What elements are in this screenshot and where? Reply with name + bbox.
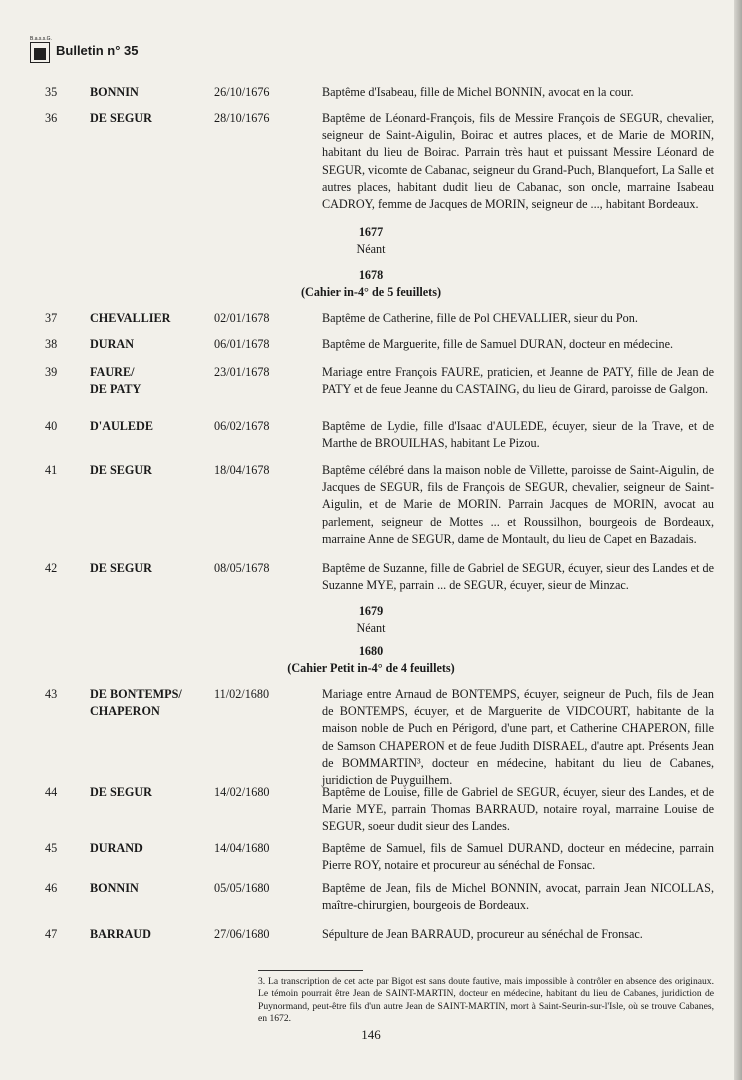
year-heading <box>0 224 742 258</box>
entry-name: CHEVALLIER <box>90 311 171 325</box>
entry-text: Baptême de Léonard-François, fils de Messire François de SEGUR, chevalier, seigneur de Saint-Aigulin, Boirac et autres places, et de Marie de MORIN, habitant du lieu de Boirac. Parrain très haut et puissant Messire Léonard de SEGUR, vicomte de Cabanac, seigneur du Grand-Puch, Blanquefort, La Salle et autres places, habitant dudit lieu de Cabanac, son oncle, marraine Isabeau CADROY, femme de Jacques de MORIN, seigneur de ..., habitant Bordeaux. <box>322 111 714 212</box>
entry-date: 06/02/1678 <box>214 419 270 433</box>
running-header <box>30 36 139 64</box>
entry-text: Baptême de Marguerite, fille de Samuel DURAN, docteur en médecine. <box>322 337 674 351</box>
year-label: 1679 <box>358 604 384 618</box>
entry-name: DURAND <box>90 841 143 855</box>
entry-number: 46 <box>45 881 58 895</box>
entry-text: Baptême de Suzanne, fille de Gabriel de SEGUR, écuyer, sieur des Landes et de Suzanne MYE, parrain ... de SEGUR, écuyer, sieur de Minzac. <box>322 561 714 593</box>
footnote-divider <box>258 970 363 971</box>
entry-number: 35 <box>45 85 58 99</box>
entry-name: DE SEGUR <box>90 561 152 575</box>
logo-text: B.a.s.s.G. <box>30 36 52 42</box>
entry-number: 38 <box>45 337 58 351</box>
page-number: 146 <box>361 1027 381 1042</box>
entry-number: 47 <box>45 927 58 941</box>
entry-name: BARRAUD <box>90 927 151 941</box>
entry-date: 05/05/1680 <box>214 881 270 895</box>
entry-date: 23/01/1678 <box>214 365 270 379</box>
entry-name: DE SEGUR <box>90 111 152 125</box>
entry-name: FAURE/ DE PATY <box>90 365 142 397</box>
entry-text: Baptême de Louise, fille de Gabriel de SEGUR, écuyer, sieur des Landes, et de Marie MYE, parrain Thomas BARRAUD, notaire royal, marraine Louise de SEGUR, soeur dudit sieur des Landes. <box>322 785 714 834</box>
entry-number: 40 <box>45 419 58 433</box>
entry-text: Mariage entre François FAURE, praticien, et Jeanne de PATY, fille de Jean de PATY et de feue Jeanne du CASTAING, du lieu de Girard, paroisse de Galgon. <box>322 365 714 397</box>
entry-date: 27/06/1680 <box>214 927 270 941</box>
entry-number: 37 <box>45 311 58 325</box>
year-note: Néant <box>356 242 386 256</box>
entry-date: 06/01/1678 <box>214 337 270 351</box>
entry-text: Baptême de Jean, fils de Michel BONNIN, avocat, parrain Jean NICOLLAS, maître-chirurgien, bourgeois de Bordeaux. <box>322 881 714 913</box>
year-note: (Cahier in-4° de 5 feuillets) <box>300 285 442 299</box>
entry-number: 42 <box>45 561 58 575</box>
entry-text: Baptême d'Isabeau, fille de Michel BONNIN, avocat en la cour. <box>322 85 634 99</box>
footnote: 3. La transcription de cet acte par Bigot est sans doute fautive, mais impossible à contrôler en absence des originaux. Le témoin pourrait être Jean de SAINT-MARTIN, docteur en médecine, habitant du lieu de Cabanes, juridiction de Puynormand, peut-être fils d'un autre Jean de SAINT-MARTIN, mort à Saint-Seurin-sur-l'Isle, où se trouve Cabanes, en 1672. <box>258 976 714 1025</box>
entry-number: 45 <box>45 841 58 855</box>
entry-date: 11/02/1680 <box>214 687 270 701</box>
year-heading <box>0 603 742 637</box>
entry-date: 14/02/1680 <box>214 785 270 799</box>
entry-name: BONNIN <box>90 881 139 895</box>
year-note: Néant <box>356 621 386 635</box>
year-label: 1680 <box>358 644 384 658</box>
entry-text: Baptême célébré dans la maison noble de Villette, paroisse de Saint-Aigulin, de Jacques de SEGUR, fils de François de SEGUR, chevalier, seigneur de Saint-Aigulin, et de Marie de MORIN. Parrain Jacques de MORIN, avocat au parlement, seigneur de Mottes ... et Roussilhon, bourgeois de Bordeaux, marraine Anne de SEGUR, dame de Montault, du lieu de Capet en Bazadais. <box>322 463 714 546</box>
entry-text: Baptême de Lydie, fille d'Isaac d'AULEDE, écuyer, sieur de la Trave, et de Marthe de BROUILHAS, habitant Le Pizou. <box>322 419 714 451</box>
entry-date: 14/04/1680 <box>214 841 270 855</box>
entry-number: 36 <box>45 111 58 125</box>
year-heading <box>0 267 742 301</box>
entry-date: 18/04/1678 <box>214 463 270 477</box>
entry-date: 26/10/1676 <box>214 85 270 99</box>
entry-name: D'AULEDE <box>90 419 153 433</box>
year-label: 1678 <box>358 268 384 282</box>
entry-date: 08/05/1678 <box>214 561 270 575</box>
entry-name: BONNIN <box>90 85 139 99</box>
entry-name: DE SEGUR <box>90 463 152 477</box>
entry-number: 41 <box>45 463 58 477</box>
page-edge-shadow <box>734 0 742 1080</box>
entry-text: Mariage entre Arnaud de BONTEMPS, écuyer, seigneur de Puch, fils de Jean de BONTEMPS, écuyer, et de Marguerite de VIDCOURT, habitante de la maison noble de Puch en Périgord, d'une part, et Catherine CHAPERON, fille de Samson CHAPERON et de feue Judith DISRAEL, d'autre apt. Présents Jean de BOMMARTIN³, docteur en médecine, habitant du lieu de Cabanes, juridiction de Puyguilhem. <box>322 687 714 788</box>
entry-name: DE BONTEMPS/ CHAPERON <box>90 687 182 719</box>
entry-date: 02/01/1678 <box>214 311 270 325</box>
entry-number: 39 <box>45 365 58 379</box>
entry-date: 28/10/1676 <box>214 111 270 125</box>
year-heading <box>0 643 742 677</box>
entry-number: 43 <box>45 687 58 701</box>
year-label: 1677 <box>358 225 384 239</box>
entry-text: Baptême de Samuel, fils de Samuel DURAND, docteur en médecine, parrain Pierre ROY, notaire et procureur au sénéchal de Fonsac. <box>322 841 714 873</box>
bulletin-title: Bulletin n° 35 <box>56 42 139 58</box>
entry-text: Sépulture de Jean BARRAUD, procureur au sénéchal de Fronsac. <box>322 927 643 941</box>
entry-number: 44 <box>45 785 58 799</box>
year-note: (Cahier Petit in-4° de 4 feuillets) <box>287 661 455 675</box>
entry-name: DE SEGUR <box>90 785 152 799</box>
bulletin-logo-icon <box>30 36 52 64</box>
entry-text: Baptême de Catherine, fille de Pol CHEVALLIER, sieur du Pon. <box>322 311 638 325</box>
entry-name: DURAN <box>90 337 135 351</box>
